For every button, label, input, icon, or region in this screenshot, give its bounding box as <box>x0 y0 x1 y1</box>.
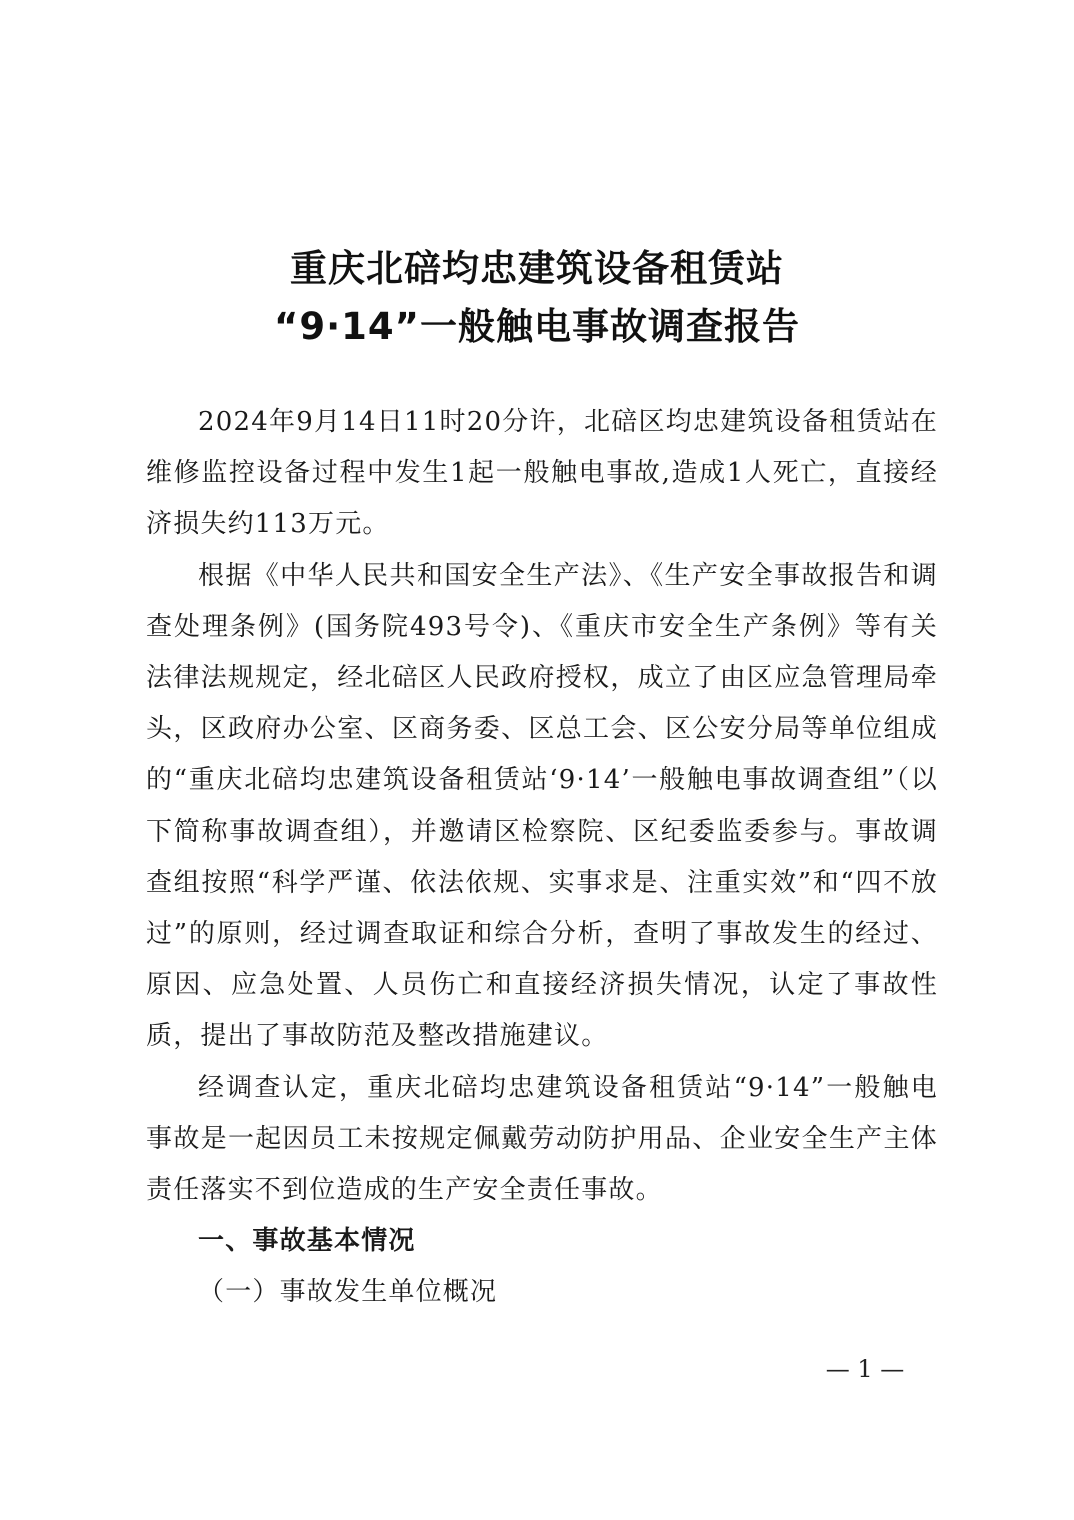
section-heading: 一、事故基本情况 <box>198 1226 416 1257</box>
report-body <box>146 397 938 1319</box>
paragraph-investigation-basis: 根据《中华人民共和国安全生产法》、《生产安全事故报告和调查处理条例》(国务院493号令)、《重庆市安全生产条例》等有关法律法规规定，经北碚区人民政府授权，成立了由区应急管理局牵头，区政府办公室、区商务委、区总工会、区公安分局等单位组成的“重庆北碚均忠建筑设备租赁站‘9·14’一般触电事故调查组”（以下简称事故调查组），并邀请区检察院、区纪委监委参与。事故调查组按照“科学严谨、依法依规、实事求是、注重实效”和“四不放过”的原则，经过调查取证和综合分析，查明了事故发生的经过、原因、应急处置、人员伤亡和直接经济损失情况，认定了事故性质，提出了事故防范及整改措施建议。 <box>146 560 938 1052</box>
subsection-heading: （一）事故发生单位概况 <box>198 1277 498 1308</box>
title-line-2: “9·14”一般触电事故调查报告 <box>274 305 800 348</box>
paragraph-investigation-conclusion: 经调查认定，重庆北碚均忠建筑设备租赁站“9·14”一般触电事故是一起因员工未按规定佩戴劳动防护用品、企业安全生产主体责任落实不到位造成的生产安全责任事故。 <box>146 1072 938 1206</box>
report-title <box>0 240 1074 356</box>
paragraph-incident-summary: 2024年9月14日11时20分许，北碚区均忠建筑设备租赁站在维修监控设备过程中发生1起一般触电事故,造成1人死亡，直接经济损失约113万元。 <box>146 407 938 540</box>
page-number: — 1 — <box>825 1355 905 1383</box>
title-line-1: 重庆北碚均忠建筑设备租赁站 <box>290 247 784 290</box>
